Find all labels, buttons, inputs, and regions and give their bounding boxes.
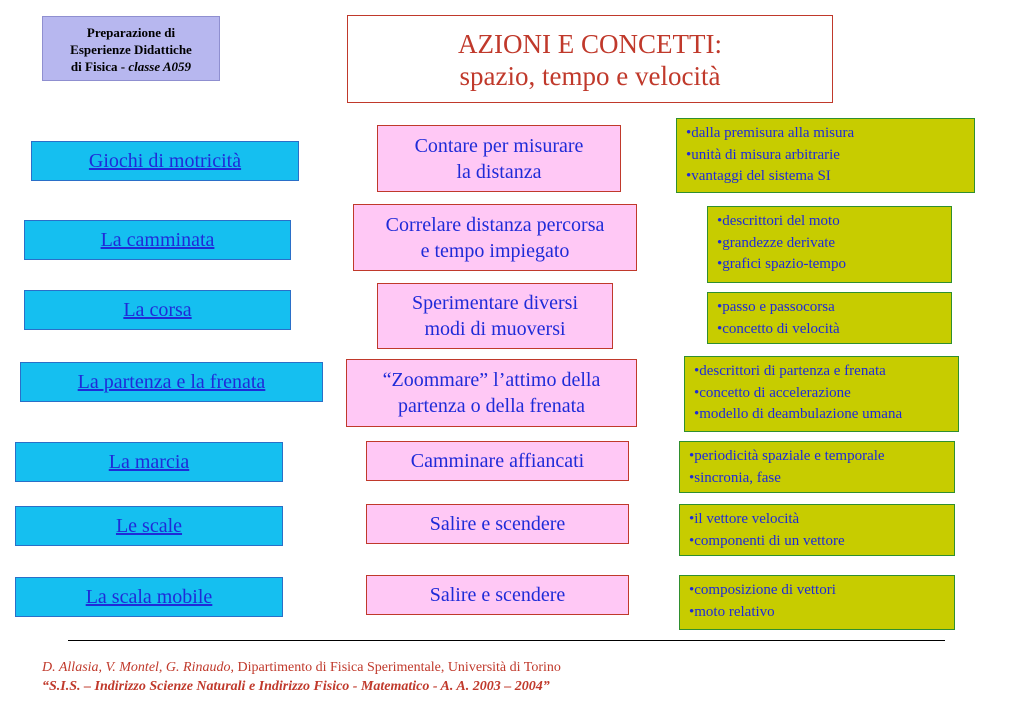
action-box xyxy=(366,575,629,615)
action-line: la distanza xyxy=(456,160,542,183)
concept-item: •concetto di velocità xyxy=(717,320,840,337)
footer-credits xyxy=(42,658,561,677)
action-text xyxy=(383,367,601,419)
concept-item: •vantaggi del sistema SI xyxy=(686,168,831,184)
action-text xyxy=(430,511,565,537)
action-box xyxy=(346,359,637,427)
footer xyxy=(42,658,561,696)
link-label: La scala mobile xyxy=(85,585,213,608)
concepts-box xyxy=(676,118,975,193)
link-la-partenza-e-la-frenata[interactable] xyxy=(20,362,323,402)
concept-item: •dalla premisura alla misura xyxy=(686,125,855,141)
action-line: Correlare distanza percorsa xyxy=(385,213,605,236)
footer-authors: D. Allasia, V. Montel, G. Rinaudo xyxy=(42,660,231,675)
action-line: Camminare affiancati xyxy=(410,450,585,472)
concept-item: •il vettore velocità xyxy=(689,511,800,527)
concept-item: •grandezze derivate xyxy=(717,234,836,251)
footer-course: “S.I.S. – Indirizzo Scienze Naturali e Indirizzo Fisico - Matematico - A. A. 2003 – 2004” xyxy=(42,679,550,694)
link-label: Le scale xyxy=(115,514,183,537)
concept-item: •periodicità spaziale e temporale xyxy=(689,448,885,464)
action-line: “Zoommare” l’attimo della xyxy=(382,369,601,391)
course-label-line2: Esperienze Didattiche xyxy=(70,42,192,57)
link-label: La corsa xyxy=(123,298,192,321)
action-text xyxy=(386,212,605,264)
link-la-camminata[interactable] xyxy=(24,220,291,260)
concept-item: •unità di misura arbitrarie xyxy=(686,146,840,163)
concept-item: •descrittori di partenza e frenata xyxy=(694,363,886,379)
link-label: Giochi di motricità xyxy=(88,149,242,172)
action-text xyxy=(415,133,584,185)
footer-affiliation: , Dipartimento di Fisica Sperimentale, Università di Torino xyxy=(230,660,561,675)
link-le-scale[interactable] xyxy=(15,506,283,546)
concept-item: •sincronia, fase xyxy=(689,469,781,486)
action-line: modi di muoversi xyxy=(424,318,566,340)
action-line: Salire e scendere xyxy=(429,584,566,606)
action-box xyxy=(377,125,621,192)
link-label: La camminata xyxy=(100,228,215,251)
link-label: La marcia xyxy=(108,450,190,473)
action-text xyxy=(430,582,565,608)
link-la-marcia[interactable] xyxy=(15,442,283,482)
action-text xyxy=(412,290,578,342)
slide-title xyxy=(347,15,833,103)
slide-title-line2: spazio, tempo e velocità xyxy=(459,61,721,91)
concept-item: •concetto di accelerazione xyxy=(694,384,851,401)
action-line: Contare per misurare xyxy=(414,134,584,157)
action-box xyxy=(366,504,629,544)
concepts-box xyxy=(679,575,955,630)
link-la-corsa[interactable] xyxy=(24,290,291,330)
action-box xyxy=(353,204,637,271)
action-box xyxy=(366,441,629,481)
concepts-box xyxy=(679,504,955,556)
action-line: partenza o della frenata xyxy=(397,395,586,417)
course-label xyxy=(42,16,220,81)
action-box xyxy=(377,283,613,349)
course-label-line1: Preparazione di xyxy=(86,25,176,40)
course-label-class: classe A059 xyxy=(128,59,192,74)
slide-title-line1: AZIONI E CONCETTI: xyxy=(458,29,722,59)
concept-item: •passo e passocorsa xyxy=(717,299,835,315)
link-la-scala-mobile[interactable] xyxy=(15,577,283,617)
link-giochi-di-motricita[interactable] xyxy=(31,141,299,181)
concept-item: •componenti di un vettore xyxy=(689,532,845,549)
concept-item: •composizione di vettori xyxy=(689,582,836,598)
concept-item: •moto relativo xyxy=(689,603,775,620)
course-label-line3-prefix: di Fisica - xyxy=(70,59,129,74)
concept-item: •grafici spazio-tempo xyxy=(717,256,846,272)
concepts-box xyxy=(707,206,952,283)
link-label: La partenza e la frenata xyxy=(77,370,266,393)
concepts-box xyxy=(679,441,955,493)
footer-divider xyxy=(68,640,945,641)
action-line: e tempo impiegato xyxy=(420,239,570,262)
concepts-box xyxy=(684,356,959,432)
concept-item: •descrittori del moto xyxy=(717,213,840,229)
action-line: Sperimentare diversi xyxy=(411,292,579,314)
action-text xyxy=(411,448,584,474)
course-label-line3 xyxy=(43,58,219,75)
action-line: Salire e scendere xyxy=(429,513,566,535)
concept-item: •modello di deambulazione umana xyxy=(694,406,903,422)
concepts-box xyxy=(707,292,952,344)
